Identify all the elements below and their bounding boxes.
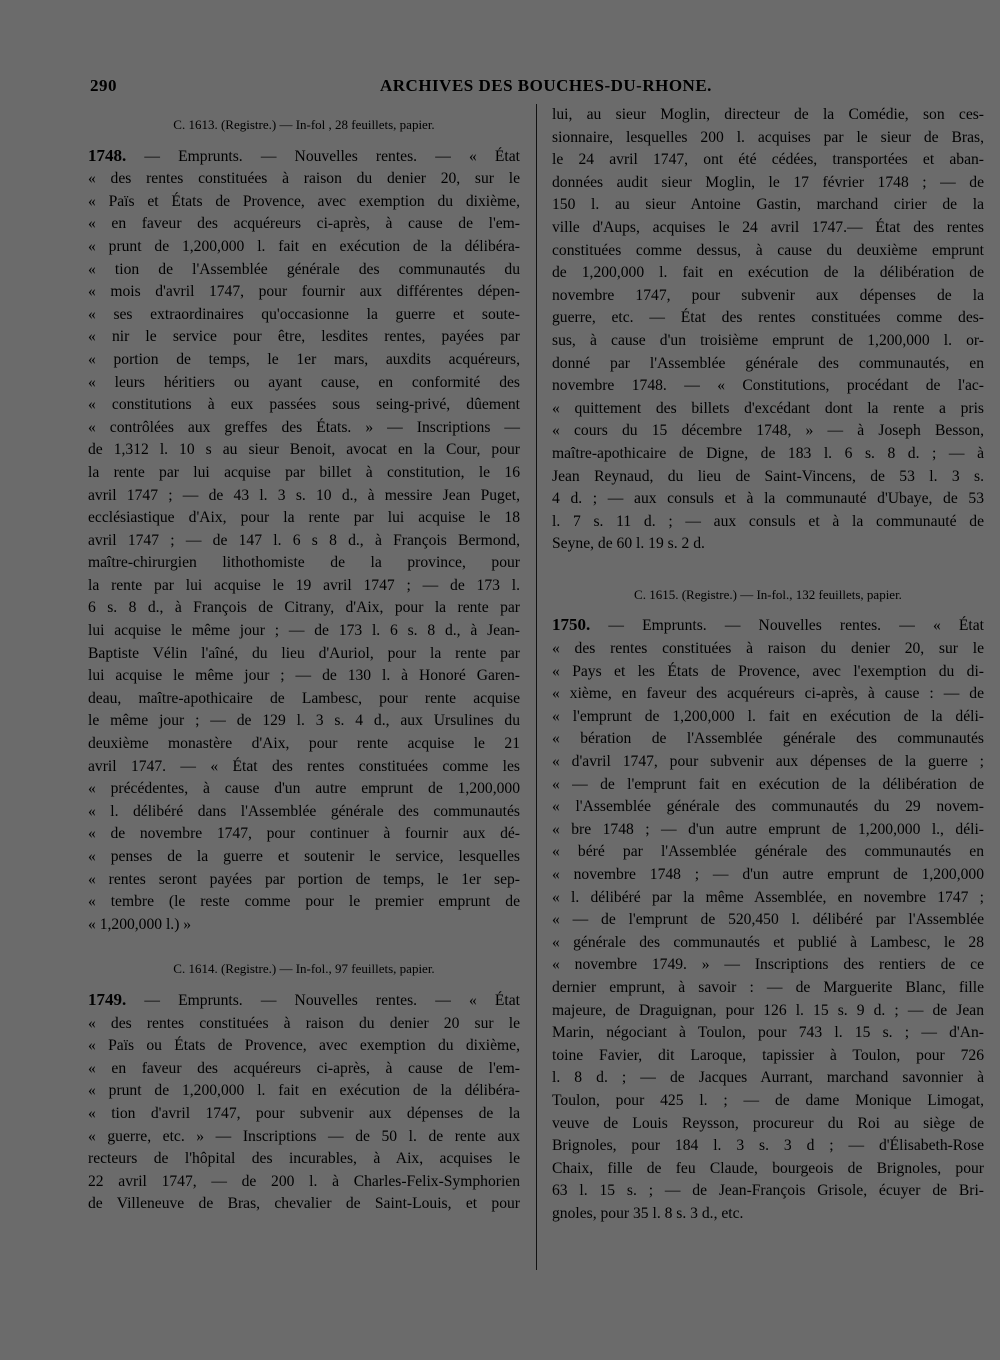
text-line: « l'Assemblée générale des communautés du 29 novem-	[552, 798, 984, 816]
text-line: maître-chirurgien lithothomiste de la province, pour	[88, 554, 520, 572]
text-line: recteurs de l'hôpital des incurables, à Aix, acquises le	[88, 1150, 520, 1168]
text-line: lui, au sieur Moglin, directeur de la Comédie, son ces-	[552, 106, 984, 123]
page-number: 290	[90, 76, 117, 95]
text-line-content: — Emprunts. — Nouvelles rentes. — « État	[126, 991, 520, 1009]
text-line: « bre 1748 ; — d'un autre emprunt de 1,200,000 l., déli-	[552, 820, 984, 838]
text-line: « quittement des billets d'excédant dont la rente a pris	[552, 399, 984, 417]
text-line: 22 avril 1747, — de 200 l. à Charles-Felix-Symphorien	[88, 1172, 520, 1190]
text-line: « — de l'emprunt fait en exécution de la délibération de	[552, 775, 984, 793]
text-line: « mois d'avril 1747, pour fournir aux différentes dépen-	[88, 283, 520, 301]
text-line: de 1,312 l. 10 s au sieur Benoit, avocat en la Cour, pour	[88, 441, 520, 459]
text-line-content: — Emprunts. — Nouvelles rentes. — « État	[590, 617, 984, 635]
text-line: « en faveur des acquéreurs ci-après, à cause de l'em-	[88, 1059, 520, 1077]
entry-year: 1750.	[552, 615, 591, 635]
text-line: la rente par lui acquise le 19 avril 1747 ; — de 173 l.	[88, 576, 520, 594]
text-line: sionnaire, lesquelles 200 l. acquises par le sieur de Bras,	[552, 128, 984, 146]
entry-c1614	[88, 989, 520, 1216]
running-title: ARCHIVES DES BOUCHES-DU-RHONE.	[380, 76, 712, 95]
entry-year: 1748.	[88, 145, 127, 165]
text-line: « portion de temps, le 1er mars, auxdits acquéreurs,	[88, 350, 520, 368]
entry-year: 1749.	[88, 989, 127, 1009]
text-line: 4 d. ; — aux consuls et à la communauté d'Ubaye, de 53	[552, 490, 984, 508]
text-line: guerre, etc. — État des rentes constituées comme des-	[552, 309, 984, 327]
text-line: « Païs ou États de Provence, avec exemption du dixième,	[88, 1037, 520, 1055]
page-header	[90, 76, 930, 102]
text-line: « bération de l'Assemblée générale des communautés	[552, 730, 984, 748]
text-line: Seyne, de 60 l. 19 s. 2 d.	[552, 535, 705, 553]
text-line-content: — Emprunts. — Nouvelles rentes. — « État	[126, 147, 520, 165]
text-line: « l. délibéré dans l'Assemblée générale des communautés	[88, 802, 520, 820]
text-line: avril 1747 ; — de 147 l. 6 s 8 d., à François Bermond,	[88, 531, 520, 549]
text-line: l. 8 d. ; — de Jacques Aurrant, marchand savonnier à	[552, 1069, 984, 1087]
text-line: ville d'Aups, acquises le 24 avril 1747.— État des rentes	[552, 218, 984, 236]
text-line: avril 1747 ; — de 43 l. 3 s. 10 d., à messire Jean Puget,	[88, 486, 520, 504]
text-line: avril 1747. — « État des rentes constituées comme les	[88, 757, 520, 775]
text-line: 6 s. 8 d., à François de Citrany, d'Aix, pour la rente par	[88, 599, 520, 617]
text-line: données audit sieur Moglin, le 17 février 1748 ; — de	[552, 173, 984, 191]
text-line: « constitutions à eux passées sous seing-privé, dûement	[88, 396, 520, 414]
text-line: sus, à cause d'un troisième emprunt de 1,200,000 l. or-	[552, 331, 984, 349]
text-line: l. 7 s. 11 d. ; — aux consuls et à la communauté de	[552, 512, 984, 530]
caption-c1615: C. 1615. (Registre.) — In-fol., 132 feuillets, papier.	[634, 586, 902, 602]
text-line: 63 l. 15 s. ; — de Jean-François Grisole, écuyer de Bri-	[552, 1182, 984, 1200]
text-line: le 24 avril 1747, ont été cédées, transportées et aban-	[552, 151, 984, 169]
text-line: Toulon, pour 425 l. ; — de dame Monique Limogat,	[552, 1091, 984, 1109]
text-line: 150 l. au sieur Antoine Gastin, marchand cirier de la	[552, 196, 984, 214]
text-line: « tion d'avril 1747, pour subvenir aux dépenses de la	[88, 1104, 520, 1122]
text-line: toine Favier, dit Laroque, tapissier à Toulon, pour 726	[552, 1046, 984, 1064]
text-line: de 1,200,000 l. fait en exécution de la délibération de	[552, 264, 984, 282]
text-line: lui acquise le même jour ; — de 173 l. 6 s. 8 d., à Jean-	[88, 622, 520, 640]
entry-c1615	[552, 614, 984, 1225]
text-line: « novembre 1749. » — Inscriptions des rentiers de ce	[552, 956, 984, 974]
text-line: « prunt de 1,200,000 l. fait en exécution de la délibéra-	[88, 237, 520, 255]
entry-c1613	[88, 145, 520, 937]
text-line: Baptiste Vélin l'aîné, du lieu d'Auriol, pour la rente par	[88, 644, 520, 662]
continuation-c1614	[552, 104, 984, 556]
text-line: « cours du 15 décembre 1748, » — à Joseph Besson,	[552, 422, 984, 440]
text-line: « guerre, etc. » — Inscriptions — de 50 l. de rente aux	[88, 1127, 520, 1145]
text-line: « penses de la guerre et soutenir le service, lesquelles	[88, 848, 520, 865]
text-line: novembre 1748. — « Constitutions, procédant de l'ac-	[552, 377, 984, 395]
text-line: « des rentes constituées à raison du denier 20, sur le	[88, 170, 520, 188]
text-line: de Villeneuve de Bras, chevalier de Saint-Louis, et pour	[88, 1195, 520, 1213]
text-line: « 1,200,000 l.) »	[88, 915, 192, 933]
text-line: « nir le service pour être, lesdites rentes, payées par	[88, 328, 520, 346]
text-line: « rentes seront payées par portion de temps, le 1er sep-	[88, 870, 520, 888]
text-line: Chaix, fille de feu Claude, bourgeois de Brignoles, pour	[552, 1159, 984, 1177]
text-line: « contrôlées aux greffes des États. » — Inscriptions —	[88, 418, 520, 436]
text-line: donné par l'Assemblée générale des communautés, en	[552, 354, 984, 372]
text-line: « tembre (le reste comme pour le premier emprunt de	[88, 893, 520, 911]
text-line: « des rentes constituées à raison du denier 20 sur le	[88, 1014, 520, 1032]
text-line: maître-apothicaire de Digne, de 183 l. 6 s. 8 d. ; — à	[552, 444, 984, 462]
text-line: « novembre 1748 ; — d'un autre emprunt de 1,200,000	[552, 866, 984, 883]
text-line: « précédentes, à cause d'un autre emprunt de 1,200,000	[88, 780, 520, 798]
text-line: « de novembre 1747, pour continuer à fournir aux dé-	[88, 825, 520, 843]
text-line: « béré par l'Assemblée générale des communautés en	[552, 843, 984, 861]
text-line: « Païs et États de Provence, avec exemption du dixième,	[88, 192, 520, 210]
text-line: Marin, négociant à Toulon, pour 743 l. 15 s. ; — d'An-	[552, 1024, 984, 1042]
text-line: le même jour ; — de 129 l. 3 s. 4 d., aux Ursulines du	[88, 712, 520, 730]
text-line	[88, 989, 520, 1013]
caption-c1613: C. 1613. (Registre.) — In-fol , 28 feuillets, papier.	[173, 117, 435, 132]
text-line: « leurs héritiers ou ayant cause, en conformité des	[88, 373, 520, 391]
text-line: « xième, en faveur des acquéreurs ci-après, à cause : — de	[552, 685, 984, 703]
text-line: la rente par lui acquise par billet à constitution, le 16	[88, 463, 520, 481]
text-line: « prunt de 1,200,000 l. fait en exécution de la délibéra-	[88, 1082, 520, 1100]
right-column	[552, 104, 984, 1226]
text-line: veuve de Louis Reysson, procureur du Roi au siège de	[552, 1114, 984, 1132]
text-line: « des rentes constituées à raison du denier 20, sur le	[552, 640, 984, 658]
text-line: « l. délibéré par la même Assemblée, en novembre 1747 ;	[552, 888, 984, 906]
text-line: « — de l'emprunt de 520,450 l. délibéré par l'Assemblée	[552, 911, 984, 929]
text-line: « Pays et les États de Provence, avec l'exemption du di-	[552, 662, 984, 680]
text-line: « ses extraordinaires qu'occasionne la guerre et soute-	[88, 305, 520, 323]
text-line: « l'emprunt de 1,200,000 l. fait en exécution de la déli-	[552, 707, 984, 725]
text-line: Brignoles, pour 184 l. 3 s. 3 d ; — d'Élisabeth-Rose	[552, 1137, 984, 1155]
text-line: « tion de l'Assemblée générale des communautés du	[88, 260, 520, 278]
text-line: « d'avril 1747, pour subvenir aux dépenses de la guerre ;	[552, 753, 984, 771]
text-line: ecclésiastique d'Aix, pour la rente par lui acquise le 18	[88, 509, 520, 527]
text-line: constituées comme dessus, à cause du deuxième emprunt	[552, 241, 984, 259]
text-line: Jean Reynaud, du lieu de Saint-Vincens, de 53 l. 3 s.	[552, 467, 984, 485]
caption-c1614: C. 1614. (Registre.) — In-fol., 97 feuillets, papier.	[173, 961, 435, 977]
left-column	[88, 104, 520, 1216]
text-line: dernier emprunt, à savoir : — de Marguerite Blanc, fille	[552, 978, 984, 996]
column-divider	[536, 104, 537, 1270]
text-line: majeure, de Draguignan, pour 126 l. 15 s. 9 d. ; — de Jean	[552, 1001, 984, 1019]
text-line: « en faveur des acquéreurs ci-après, à cause de l'em-	[88, 215, 520, 233]
text-line: novembre 1747, pour subvenir aux dépenses de la	[552, 286, 984, 304]
text-line: lui acquise le même jour ; — de 130 l. à Honoré Garen-	[88, 667, 520, 685]
text-line: gnoles, pour 35 l. 8 s. 3 d., etc.	[552, 1204, 744, 1222]
text-line: deuxième monastère d'Aix, pour rente acquise le 21	[88, 735, 520, 753]
text-line	[88, 145, 520, 169]
text-line: « générale des communautés et publié à Lambesc, le 28	[552, 933, 984, 951]
text-line	[552, 614, 984, 638]
text-line: deau, maître-apothicaire de Lambesc, pour rente acquise	[88, 689, 520, 707]
